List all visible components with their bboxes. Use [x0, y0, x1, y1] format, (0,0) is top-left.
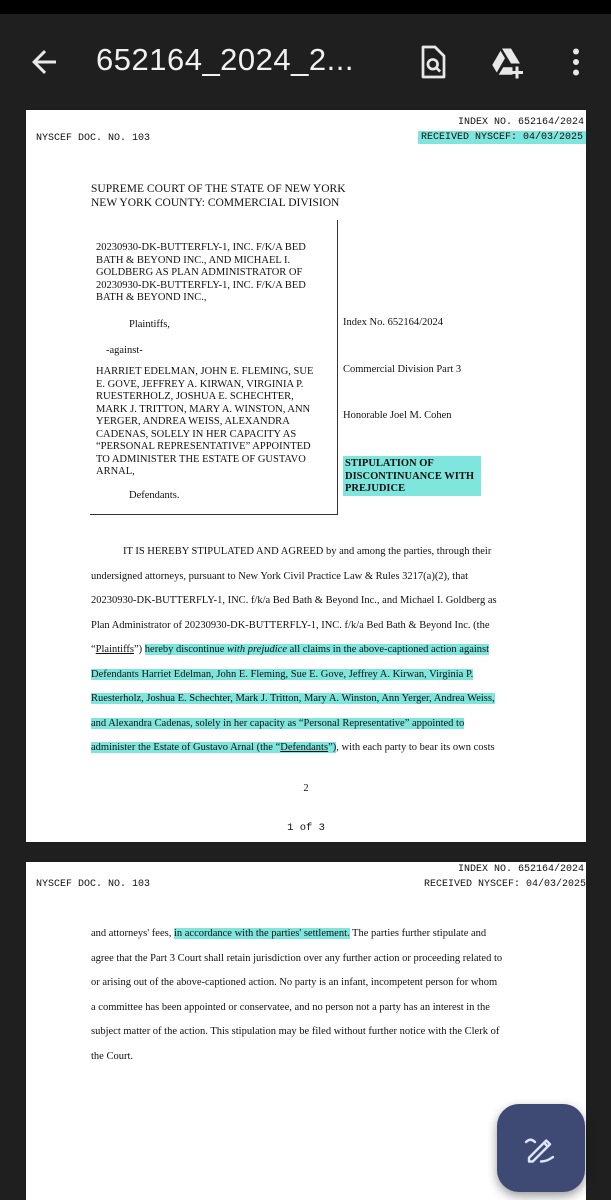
doc-number-header: NYSCEF DOC. NO. 103	[36, 879, 151, 890]
defendants-defined-term: Defendants	[280, 742, 329, 753]
caption-line: RUESTERHOLZ, JOSHUA E. SCHECHTER,	[96, 391, 294, 402]
received-date-header: RECEIVED NYSCEF: 04/03/2025	[418, 131, 586, 144]
add-to-drive-icon[interactable]	[490, 44, 526, 80]
paragraph-line	[91, 663, 556, 688]
doc-number-header: NYSCEF DOC. NO. 103	[36, 133, 151, 144]
caption-line: ARNAL,	[96, 466, 135, 477]
paragraph-line: Plan Administrator of 20230930-DK-BUTTERFLY-1, INC. f/k/a Bed Bath & Beyond Inc. (the	[91, 619, 490, 631]
court-name	[91, 182, 346, 210]
edit-fab-button[interactable]	[497, 1104, 585, 1192]
caption-line: 20230930-DK-BUTTERFLY-1, INC. F/K/A BED	[96, 242, 306, 253]
document-search-icon[interactable]	[414, 44, 450, 80]
paragraph-line: undersigned attorneys, pursuant to New York Civil Practice Law & Rules 3217(a)(2), that	[91, 570, 469, 582]
paragraph-line: 20230930-DK-BUTTERFLY-1, INC. f/k/a Bed Bath & Beyond Inc., and Michael I. Goldberg as	[91, 595, 497, 606]
caption-line: CADENAS, SOLELY IN HER CAPACITY AS	[96, 428, 297, 440]
defendants-label: Defendants.	[129, 490, 180, 501]
commercial-part-label: Commercial Division Part 3	[343, 364, 462, 375]
court-line: SUPREME COURT OF THE STATE OF NEW YORK	[91, 183, 346, 195]
page-of-label: 1 of 3	[287, 822, 325, 834]
paragraph-line: administer the Estate of Gustavo Arnal (the “Defendants”), with each party to bear its own costs	[91, 742, 495, 753]
status-bar	[0, 0, 611, 14]
caption-line: GOLDBERG AS PLAN ADMINISTRATOR OF	[96, 267, 303, 278]
paragraph-line: “Plaintiffs”) hereby discontinue with prejudice all claims in the above-captioned action against	[91, 644, 490, 655]
stipulation-title	[343, 456, 481, 496]
highlighted-text: administer the Estate of Gustavo Arnal (the “Defendants”)	[91, 742, 337, 753]
caption-line: TO ADMINISTER THE ESTATE OF GUSTAVO	[96, 453, 306, 465]
caption-line: BATH & BEYOND INC., AND MICHAEL I.	[96, 254, 291, 266]
caption-line: MARK J. TRITTON, MARY A. WINSTON, ANN	[96, 403, 311, 415]
plaintiffs-label: Plaintiffs,	[129, 319, 170, 330]
caption-line: “PERSONAL REPRESENTATIVE” APPOINTED	[96, 441, 311, 452]
caption-line: HARRIET EDELMAN, JOHN E. FLEMING, SUE	[96, 366, 314, 377]
paragraph-line: agree that the Part 3 Court shall retain jurisdiction over any further action or proceeding related to	[91, 952, 503, 964]
highlighted-text: and Alexandra Cadenas, solely in her capacity as “Personal Representative” appointed to	[91, 717, 465, 729]
caption-line: BATH & BEYOND INC.,	[96, 292, 207, 303]
paragraph-line	[91, 712, 556, 737]
document-page-1	[26, 110, 586, 842]
caption-line: 20230930-DK-BUTTERFLY-1, INC. F/K/A BED	[96, 279, 306, 291]
paragraph-line: IT IS HEREBY STIPULATED AND AGREED by and among the parties, through their	[123, 546, 492, 557]
highlighted-text: Ruesterholz, Joshua E. Schechter, Mark J. Tritton, Mary A. Winston, Ann Yerger, Andrea Weiss,	[91, 693, 495, 704]
index-number-header: INDEX NO. 652164/2024	[458, 864, 585, 875]
app-bar	[0, 14, 611, 110]
stipulation-title-line: PREJUDICE	[345, 483, 406, 494]
paragraph-line: and attorneys' fees, in accordance with the parties' settlement. The parties further stipulate and	[91, 928, 487, 939]
more-vert-icon[interactable]	[558, 44, 594, 80]
stipulation-title-line: STIPULATION OF	[345, 458, 434, 469]
index-number-header: INDEX NO. 652164/2024	[458, 117, 585, 128]
highlighted-text: Defendants Harriet Edelman, John E. Fleming, Sue E. Gove, Jeffrey A. Kirwan, Virginia P.	[91, 668, 474, 680]
against-label: -against-	[106, 345, 143, 356]
back-arrow-icon[interactable]	[26, 44, 62, 80]
plaintiffs-block	[96, 242, 306, 305]
document-title: 652164_2024_2...	[96, 42, 354, 77]
highlighted-text: in accordance with the parties' settlement.	[173, 928, 350, 939]
paragraph-line: a committee has been appointed or conservatee, and no person not a party has an interest in the	[91, 1001, 490, 1013]
caption-line: YERGER, ANDREA WEISS, ALEXANDRA	[96, 416, 290, 427]
plaintiffs-defined-term: Plaintiffs	[95, 644, 134, 655]
edit-pen-icon	[523, 1130, 559, 1166]
stipulation-paragraph	[91, 540, 556, 761]
paragraph-line	[91, 687, 556, 712]
paragraph-line: subject matter of the action. This stipulation may be filed without further notice with the Clerk of	[91, 1026, 500, 1037]
paragraph-line: the Court.	[91, 1050, 133, 1062]
paragraph-line: or arising out of the above-captioned action. No party is an infant, incompetent person for whom	[91, 977, 498, 988]
received-date-header: RECEIVED NYSCEF: 04/03/2025	[424, 879, 586, 890]
caption-line: E. GOVE, JEFFREY A. KIRWAN, VIRGINIA P.	[96, 378, 304, 390]
page-number: 2	[303, 783, 309, 794]
judge-label: Honorable Joel M. Cohen	[343, 410, 452, 421]
defendants-block	[96, 366, 313, 479]
index-number-label: Index No. 652164/2024	[343, 317, 444, 328]
court-line: NEW YORK COUNTY: COMMERCIAL DIVISION	[91, 197, 340, 209]
stipulation-paragraph-continued	[91, 922, 556, 1069]
stipulation-title-line: DISCONTINUANCE WITH	[345, 470, 475, 482]
highlighted-text: hereby discontinue with prejudice all claims in the above-captioned action against	[144, 644, 490, 655]
